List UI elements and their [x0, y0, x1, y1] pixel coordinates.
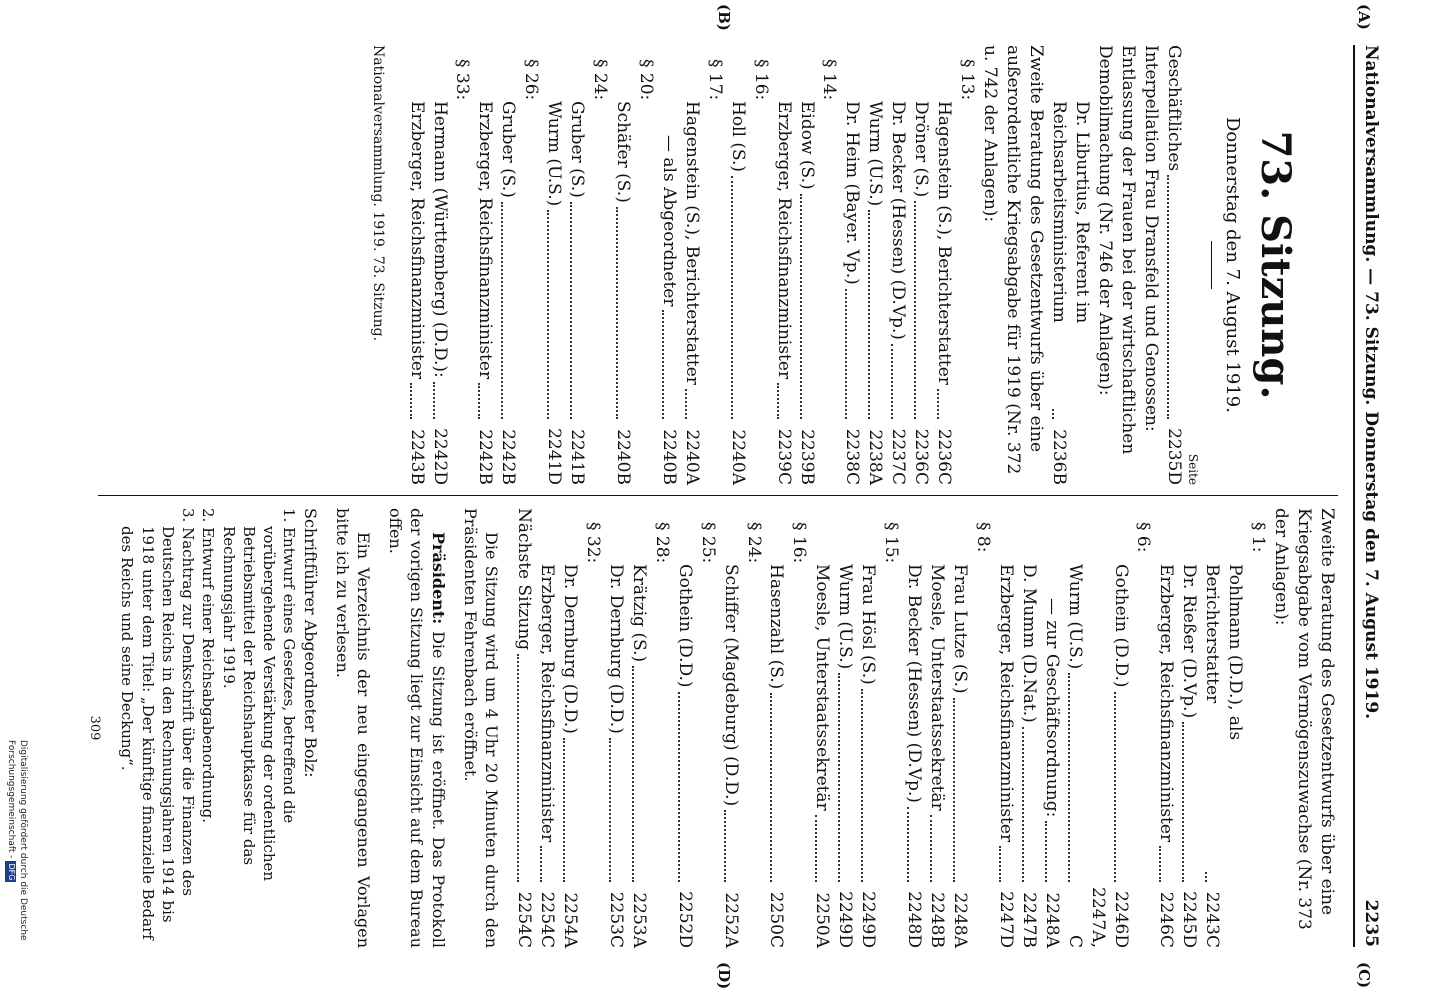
toc-entry	[696, 508, 719, 948]
toc-page-ref: 2249D	[858, 891, 879, 948]
credit-text: Digitalisierung gefördert durch die Deutsche Forschungsgemeinschaft -	[5, 740, 28, 941]
toc-page-ref: 2246D	[1110, 891, 1131, 948]
toc-entry	[788, 508, 811, 948]
toc-entry	[1162, 45, 1185, 485]
header-title: Nationalversammlung. — 73. Sitzung. Donnerstag den 7. August 1919.	[1361, 45, 1381, 720]
toc-entry	[627, 508, 650, 948]
toc-entry-text: Frau Hösl (S.)	[858, 564, 879, 685]
left-column	[368, 45, 1338, 485]
dot-leader	[724, 810, 726, 882]
toc-entry-text: Hagenstein (S.), Berichterstatter	[681, 101, 702, 385]
toc-entry	[1040, 508, 1063, 948]
dot-leader	[1068, 673, 1070, 882]
dot-leader	[907, 807, 909, 882]
toc-entry	[650, 508, 673, 948]
dot-leader	[1167, 175, 1169, 419]
dot-leader	[731, 176, 733, 419]
toc-entry	[1246, 508, 1269, 948]
toc-entry	[879, 508, 902, 948]
toc-page-ref: 2245D	[1179, 891, 1200, 948]
toc-entry	[978, 45, 1047, 485]
dot-leader	[478, 383, 480, 419]
toc-page-ref: 2248A	[1041, 892, 1062, 948]
toc-page-ref: 2247A, C	[1064, 887, 1108, 948]
dot-leader	[1205, 872, 1207, 882]
toc-entry-text: § 24:	[590, 59, 611, 101]
toc-entry	[581, 508, 604, 948]
verzeichnis-paragraph: Ein Verzeichnis der neu eingegangenen Vorlagen bitte ich zu verlesen.	[332, 508, 374, 948]
dot-leader	[953, 698, 955, 882]
toc-entry	[810, 508, 833, 948]
session-title: 73. Sitzung.	[1252, 130, 1299, 400]
toc-entry	[1047, 45, 1093, 485]
toc-entry-text: Holl (S.)	[727, 101, 748, 173]
toc-page-ref: 2240A	[727, 429, 748, 485]
toc-entry-text: Moesle, Unterstaatssekretär	[812, 564, 833, 811]
toc-entry-text: Moesle, Unterstaatssekretär	[927, 564, 948, 811]
toc-entry	[588, 45, 611, 485]
toc-entry-text: Pohlmann (D.D.), als Berichterstatter	[1202, 564, 1246, 741]
toc-entry	[1269, 508, 1338, 948]
toc-page-ref: 2236C	[934, 428, 955, 485]
toc-entry	[535, 508, 558, 948]
toc-page-ref: 2248A	[950, 892, 970, 948]
toc-entry-text: Gothein (D.D.)	[1110, 564, 1131, 688]
toc-page-ref: 2249D	[835, 891, 856, 948]
column-page-number: 309	[87, 715, 103, 741]
dot-leader	[433, 382, 435, 419]
toc-entry-text: Erzberger, Reichsfinanzminister	[537, 564, 558, 843]
dot-leader	[937, 389, 939, 419]
dot-leader	[616, 207, 618, 419]
header-rule	[1353, 45, 1355, 947]
toc-entry	[496, 45, 519, 485]
toc-entry	[657, 45, 680, 485]
toc-entry-text: Gruber (S.)	[498, 101, 519, 198]
toc-entry	[703, 45, 726, 485]
toc-entry	[673, 508, 696, 948]
toc-entry-text: Dr. Heim (Bayer. Vp.)	[842, 101, 863, 285]
toc-entry-text: Dr. Liburtius, Referent im Reichsarbeitsministerium	[1048, 101, 1092, 324]
dot-leader	[609, 738, 611, 882]
toc-entry	[611, 45, 634, 485]
toc-page-ref: 2252A	[720, 892, 741, 948]
dot-leader	[770, 693, 772, 882]
right-contents-list	[512, 508, 1338, 948]
toc-entry	[955, 45, 978, 485]
dot-leader	[1160, 846, 1162, 882]
toc-entry	[558, 508, 581, 948]
dot-leader	[861, 689, 863, 882]
dot-leader	[930, 815, 932, 882]
toc-entry-text: § 24:	[743, 522, 764, 564]
toc-page-ref: 2254A	[560, 892, 581, 948]
toc-entry-text: Geschäftliches	[1163, 45, 1184, 172]
toc-entry-text: Gothein (D.D.)	[674, 564, 695, 688]
toc-entry-text: Nächste Sitzung	[514, 508, 535, 651]
toc-entry	[948, 508, 971, 948]
toc-page-ref: 2247B	[1018, 892, 1039, 948]
president-paragraph	[384, 508, 449, 948]
toc-entry-text: § 33:	[452, 59, 473, 101]
toc-entry-text: Wurm (U.S.)	[1064, 564, 1085, 670]
dot-leader	[868, 210, 870, 419]
toc-entry-text: Hermann (Württemberg) (D.D.):	[429, 101, 450, 378]
toc-entry-text: § 28:	[651, 522, 672, 564]
toc-entry-text: Erzberger, Reichsfinanzminister	[475, 101, 496, 380]
toc-entry	[1093, 45, 1162, 485]
toc-entry	[909, 45, 932, 485]
dot-leader	[891, 344, 893, 419]
toc-entry-text: § 32:	[583, 522, 603, 564]
dot-leader	[632, 666, 634, 882]
toc-entry-text: Wurm (U.S.)	[835, 564, 856, 670]
toc-page-ref: 2253C	[605, 891, 626, 948]
president-label: Präsident:	[429, 532, 449, 625]
toc-entry	[742, 508, 765, 948]
dot-leader	[914, 201, 916, 419]
toc-entry	[512, 508, 535, 948]
toc-entry	[1109, 508, 1132, 948]
toc-entry-text: Frau Lutze (S.)	[950, 564, 970, 694]
toc-page-ref: 2236B	[1048, 429, 1069, 485]
toc-entry	[818, 45, 841, 485]
president-text: Die Sitzung ist eröffnet. Das Protokoll der vorigen Sitzung liegt zur Einsicht auf dem Bureau offen.	[385, 508, 449, 948]
toc-page-ref: 2242B	[498, 429, 519, 485]
margin-letter-d: (D)	[715, 962, 733, 990]
toc-entry-text: Dr. Becker (Hessen) (D.Vp.)	[904, 564, 925, 803]
toc-entry-text: — als Abgeordneter	[658, 135, 679, 307]
dot-leader	[410, 383, 412, 419]
toc-page-ref: 2243B	[406, 429, 427, 485]
toc-entry	[932, 45, 955, 485]
toc-entry	[604, 508, 627, 948]
toc-entry	[565, 45, 588, 485]
dot-leader	[1022, 727, 1024, 882]
toc-page-ref: 2240B	[613, 429, 634, 485]
page-column-label: Seite	[1185, 453, 1200, 485]
dot-leader	[1114, 692, 1116, 882]
bill-item: 1. Entwurf eines Gesetzes, betreffend die vorübergehende Verstärkung der ordentlichen Betriebsmittel der Reichshauptkasse für das Rechnungsjahr 1919.	[219, 508, 299, 882]
toc-entry	[1177, 508, 1200, 948]
toc-entry	[1155, 508, 1178, 948]
toc-page-ref: 2240B	[658, 429, 679, 485]
dot-leader	[547, 210, 549, 419]
toc-entry	[680, 45, 703, 485]
toc-entry-text: § 26:	[521, 59, 542, 101]
toc-entry	[863, 45, 886, 485]
toc-entry	[971, 508, 994, 948]
toc-entry	[765, 508, 788, 948]
right-column	[86, 508, 1338, 948]
toc-entry-text: Dr. Rießer (D.Vp.)	[1179, 564, 1200, 719]
dot-leader	[999, 846, 1001, 882]
toc-entry-text: Dr. Dernburg (D.D.)	[605, 564, 626, 734]
margin-letter-a: (A)	[1355, 4, 1373, 30]
toc-entry	[519, 45, 542, 485]
toc-entry	[795, 45, 818, 485]
dot-leader	[678, 692, 680, 882]
dot-leader	[563, 738, 565, 882]
toc-entry-text: Zweite Beratung des Gesetzentwurfs über eine Kriegsabgabe vom Vermögenszuwachse (Nr. 373 der Anlagen):	[1271, 508, 1337, 930]
toc-entry-text: Erzberger, Reichsfinanzminister	[995, 564, 1016, 843]
dot-leader	[1052, 409, 1054, 419]
toc-page-ref: 2253A	[628, 892, 649, 948]
toc-entry-text: Dröner (S.)	[911, 101, 932, 198]
toc-entry-text: § 14:	[819, 59, 840, 101]
dot-leader	[1045, 821, 1047, 882]
toc-entry	[634, 45, 657, 485]
toc-entry	[1132, 508, 1155, 948]
toc-entry-text: § 16:	[750, 59, 771, 101]
dot-leader	[662, 310, 664, 419]
toc-entry-text: § 1:	[1248, 522, 1269, 553]
toc-page-ref: 2242B	[475, 429, 496, 485]
toc-entry-text: § 15:	[881, 522, 902, 564]
header-page-number: 2235	[1361, 899, 1381, 947]
opening-paragraph: Die Sitzung wird um 4 Uhr 20 Minuten durch den Präsidenten Fehrenbach eröffnet.	[460, 508, 502, 948]
left-contents-list	[405, 45, 1185, 485]
running-header	[1353, 45, 1382, 947]
toc-entry-text: — zur Geschäftsordnung:	[1041, 598, 1062, 818]
toc-page-ref: 2247D	[995, 891, 1016, 948]
toc-entry	[749, 45, 772, 485]
toc-entry-text: Dr. Dernburg (D.D.)	[560, 564, 581, 734]
toc-entry-text: Wurm (U.S.)	[544, 101, 565, 207]
toc-page-ref: 2242D	[429, 428, 450, 485]
toc-page-ref: 2235D	[1163, 428, 1184, 485]
dot-leader	[838, 673, 840, 882]
margin-letter-b: (B)	[715, 4, 733, 31]
toc-entry-text: § 6:	[1133, 522, 1154, 553]
dot-leader	[845, 289, 847, 419]
toc-entry	[451, 45, 474, 485]
toc-entry-text: Erzberger, Reichsfinanzminister	[1156, 564, 1177, 843]
dot-leader	[685, 389, 687, 419]
toc-page-ref: 2254C	[514, 891, 535, 948]
toc-page-ref: 2250A	[812, 892, 833, 948]
toc-entry-text: D. Mumm (D.Nat.)	[1018, 564, 1039, 723]
toc-entry	[719, 508, 742, 948]
toc-page-ref: 2248B	[927, 892, 948, 948]
toc-entry-text: Gruber (S.)	[567, 101, 588, 198]
toc-entry-text: Hagenstein (S.), Berichterstatter	[934, 101, 955, 385]
dot-leader	[540, 846, 542, 882]
toc-entry	[726, 45, 749, 485]
toc-page-ref: 2238A	[865, 429, 886, 485]
dfg-logo: DFG	[6, 863, 16, 881]
toc-page-ref: 2239B	[796, 429, 817, 485]
toc-entry-text: Wurm (U.S.)	[865, 101, 886, 207]
toc-page-ref: 2246C	[1156, 891, 1177, 948]
toc-entry	[473, 45, 496, 485]
dot-leader	[570, 202, 572, 419]
toc-entry-text: § 16:	[789, 522, 810, 564]
toc-entry-text: Zweite Beratung des Gesetzentwurfs über eine außerordentliche Kriegsabgabe für 1919 (Nr. 372 u. 742 der Anlagen):	[980, 45, 1046, 475]
session-date: Donnerstag den 7. August 1919.	[1222, 117, 1243, 413]
toc-entry-text: § 8:	[972, 522, 993, 553]
toc-page-ref: 2236C	[911, 428, 932, 485]
toc-page-ref: 2248D	[904, 891, 925, 948]
toc-entry-text: § 25:	[697, 522, 718, 564]
toc-entry	[1200, 508, 1246, 948]
dot-leader	[800, 194, 802, 419]
toc-entry	[1017, 508, 1040, 948]
toc-page-ref: 2250C	[766, 891, 787, 948]
toc-entry	[902, 508, 925, 948]
dot-leader	[777, 383, 779, 419]
bill-item: 2. Entwurf einer Reichsabgabenordnung.	[199, 508, 218, 823]
toc-page-ref: 2237C	[888, 428, 909, 485]
dot-leader	[1182, 722, 1184, 882]
toc-page-ref: 2239C	[773, 428, 794, 485]
margin-letter-c: (C)	[1355, 962, 1373, 989]
bill-list	[117, 508, 299, 948]
toc-entry	[886, 45, 909, 485]
toc-entry-text: Eidow (S.)	[796, 101, 817, 190]
digitization-credit	[5, 740, 29, 1000]
bill-item: 3. Nachtrag zur Denkschrift über die Finanzen des Deutschen Reichs in den Rechnungsjahren 1914 bis 1918 unter dem Titel: „Der künftige finanzielle Bedarf des Reichs und seine Deckung“.	[118, 508, 198, 940]
toc-entry-text: Hasenzahl (S.)	[766, 564, 787, 690]
toc-page-ref: 2238C	[842, 428, 863, 485]
toc-entry	[428, 45, 451, 485]
toc-entry	[1063, 508, 1109, 948]
toc-page-ref: 2252D	[674, 891, 695, 948]
toc-entry-text: Interpellation Frau Dransfeld und Genossen: Entlassung der Frauen bei der wirtschaftlichen Demobilmachung (Nr. 746 der Anlagen):	[1094, 45, 1161, 455]
dot-leader	[815, 815, 817, 882]
schriftfuehrer-line: Schriftführer Abgeordneter Bolz:	[301, 508, 321, 778]
toc-page-ref: 2241D	[544, 428, 565, 485]
toc-entry	[925, 508, 948, 948]
toc-entry	[833, 508, 856, 948]
toc-entry-text: Erzberger, Reichsfinanzminister	[406, 101, 427, 380]
column-divider	[98, 495, 1338, 496]
toc-entry-text: § 13:	[957, 59, 978, 101]
toc-entry	[856, 508, 879, 948]
toc-entry-text: § 20:	[635, 59, 656, 101]
dot-leader	[501, 202, 503, 419]
toc-entry-text: Erzberger, Reichsfinanzminister	[773, 101, 794, 380]
toc-entry	[994, 508, 1017, 948]
toc-entry-text: Dr. Becker (Hessen) (D.Vp.)	[888, 101, 909, 340]
toc-entry	[542, 45, 565, 485]
toc-entry	[772, 45, 795, 485]
toc-page-ref: 2240A	[681, 429, 702, 485]
page-footer: Nationalversammlung. 1919. 73. Sitzung.	[369, 45, 386, 342]
toc-entry	[840, 45, 863, 485]
toc-page-ref: 2243C	[1202, 891, 1223, 948]
toc-entry-text: Schäfer (S.)	[613, 101, 634, 203]
toc-page-ref: 2241B	[567, 429, 588, 485]
dot-leader	[517, 654, 519, 882]
toc-page-ref: 2254C	[537, 891, 558, 948]
title-rule	[1211, 241, 1212, 289]
toc-entry-text: Schiffer (Magdeburg) (D.D.)	[720, 564, 741, 807]
toc-entry-text: Krätzig (S.)	[628, 564, 649, 663]
toc-entry-text: § 17:	[704, 59, 725, 101]
toc-entry	[405, 45, 428, 485]
